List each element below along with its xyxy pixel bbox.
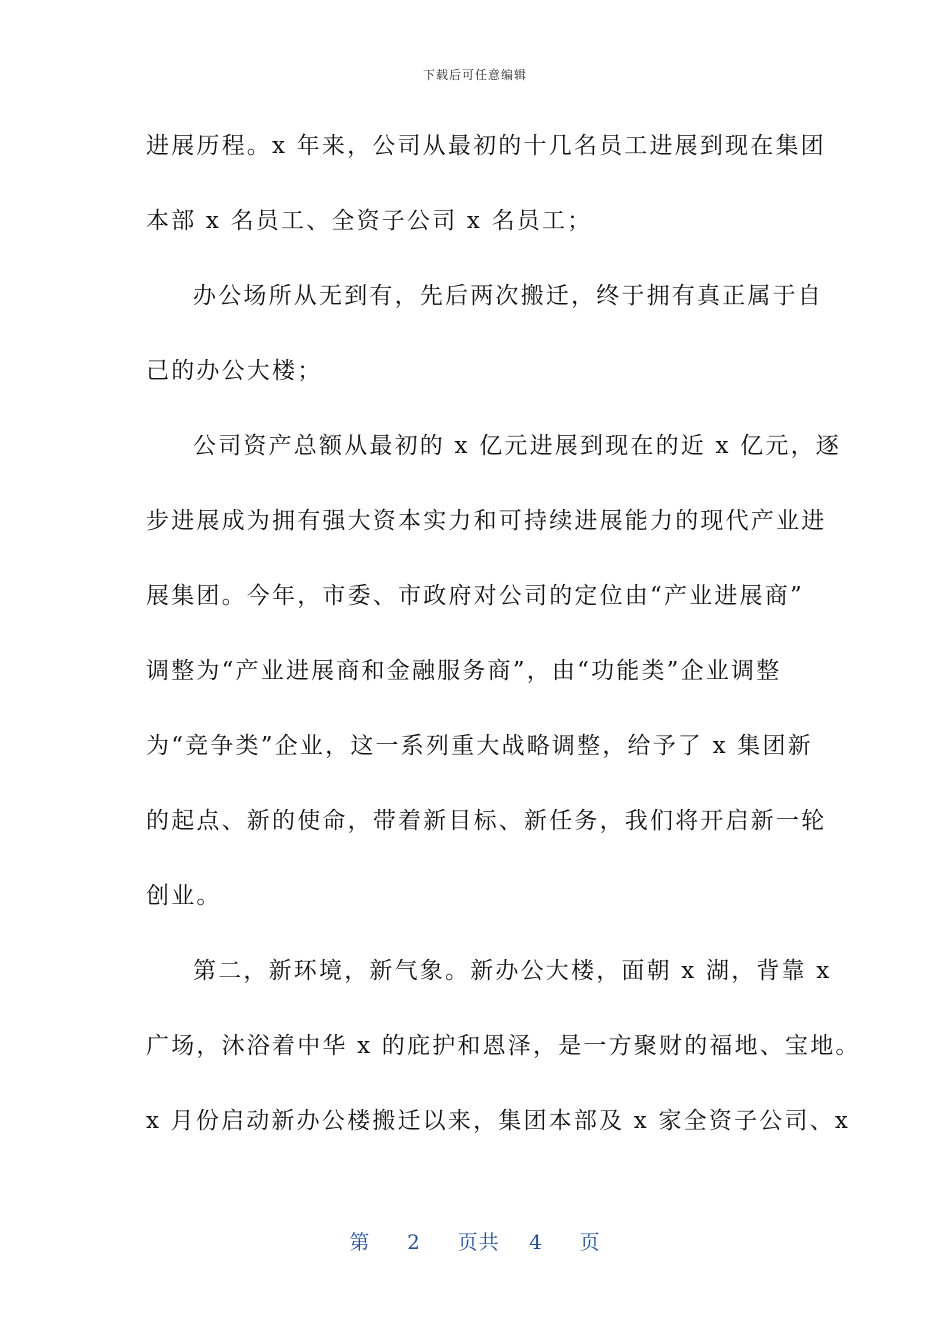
body-line: 公司资产总额从最初的 x 亿元进展到现在的近 x 亿元，逐: [193, 433, 841, 459]
page-middle: 页共: [457, 1230, 500, 1254]
body-line: 本部 x 名员工、全资子公司 x 名员工；: [146, 208, 593, 234]
page-header: 下载后可任意编辑: [422, 68, 527, 82]
body-line: 广场，沐浴着中华 x 的庇护和恩泽，是一方聚财的福地、宝地。: [146, 1033, 861, 1059]
body-line: 步进展成为拥有强大资本实力和可持续进展能力的现代产业进: [146, 508, 827, 534]
body-line: 为“竞争类”企业，这一系列重大战略调整，给予了 x 集团新: [146, 733, 813, 759]
body-line: 的起点、新的使命，带着新目标、新任务，我们将开启新一轮: [146, 808, 827, 834]
body-line: 第二，新环境，新气象。新办公大楼，面朝 x 湖，背靠 x: [193, 958, 832, 984]
body-line: 办公场所从无到有，先后两次搬迁，终于拥有真正属于自: [193, 283, 823, 309]
page-suffix: 页: [579, 1230, 601, 1254]
body-line: 创业。: [146, 883, 222, 909]
current-page-number: 2: [407, 1230, 421, 1254]
page-prefix: 第: [349, 1230, 371, 1254]
document-body: [146, 120, 861, 1170]
page-footer: [0, 1226, 950, 1255]
total-pages-number: 4: [529, 1230, 543, 1254]
body-line: 己的办公大楼；: [146, 358, 323, 384]
body-line: x 月份启动新办公楼搬迁以来，集团本部及 x 家全资子公司、x: [146, 1108, 851, 1134]
body-line: 调整为“产业进展商和金融服务商”，由“功能类”企业调整: [146, 658, 782, 684]
body-line: 进展历程。x 年来，公司从最初的十几名员工进展到现在集团: [146, 133, 826, 159]
body-line: 展集团。今年，市委、市政府对公司的定位由“产业进展商”: [146, 583, 804, 609]
